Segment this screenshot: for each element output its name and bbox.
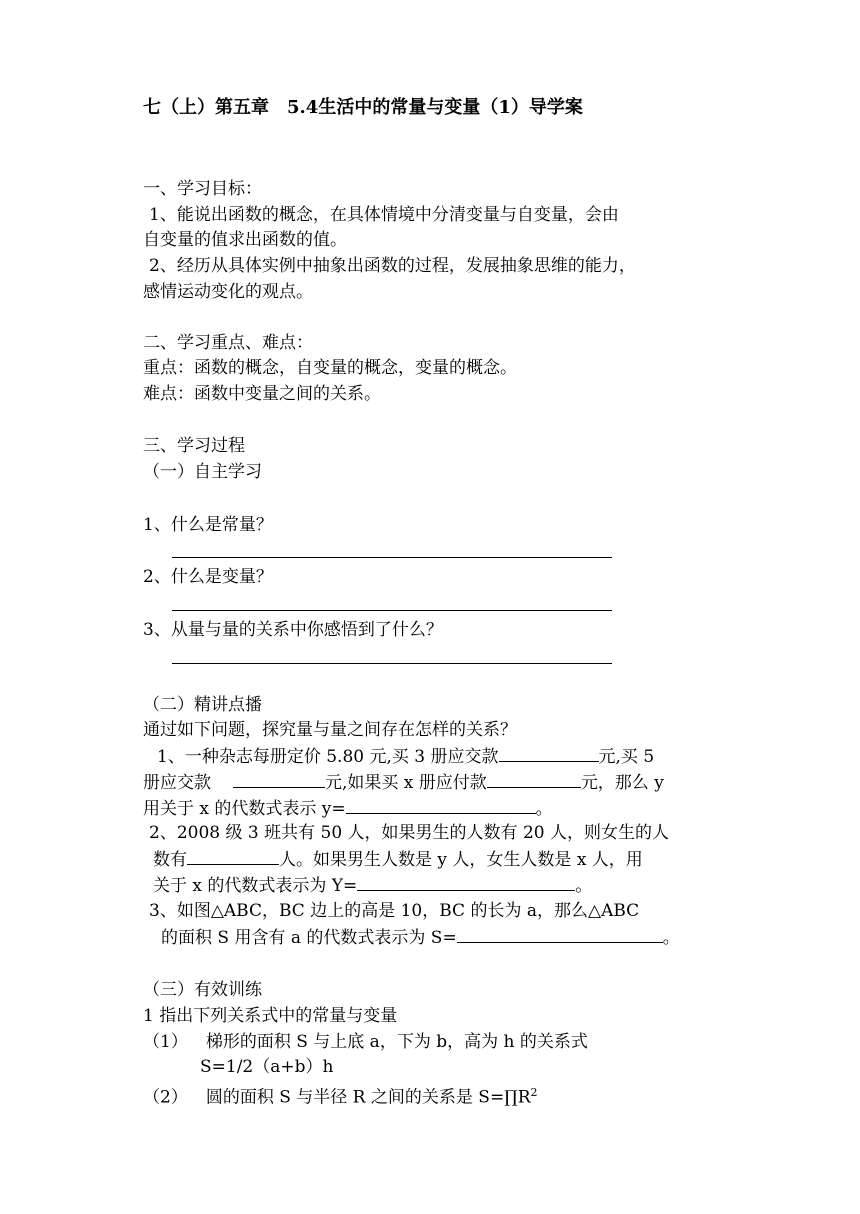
blank-cost-3[interactable] bbox=[499, 745, 599, 762]
lecture-intro: 通过如下问题，探究量与量之间存在怎样的关系？ bbox=[143, 720, 517, 740]
problem-2-text-c: 关于 x 的代数式表示为 Y= bbox=[153, 876, 358, 896]
problem-3-line-1: 3、如图△ABC，BC 边上的高是 10，BC 的长为 a，那么△ABC bbox=[149, 901, 640, 921]
training-heading: （三）有效训练 bbox=[143, 980, 262, 1000]
goal-1-line-1: 1、能说出函数的概念，在具体情境中分清变量与自变量，会由 bbox=[149, 205, 619, 225]
problem-2-text-d: 。 bbox=[575, 876, 593, 896]
question-3: 3、从量与量的关系中你感悟到了什么？ bbox=[143, 620, 443, 640]
goal-2-line-1: 2、经历从具体实例中抽象出函数的过程，发展抽象思维的能力， bbox=[149, 256, 636, 276]
item-2-number: （2） bbox=[143, 1087, 188, 1108]
problem-2-line-1: 2、2008 级 3 班共有 50 人，如果男生的人数有 20 人，则女生的人 bbox=[149, 823, 669, 843]
problem-1-line-2 bbox=[143, 771, 664, 794]
problem-1-text-d: 元,如果买 x 册应付款 bbox=[325, 773, 487, 793]
problem-2-text-b: 人。如果男生人数是 y 人，女生人数是 x 人，用 bbox=[279, 850, 643, 870]
key-point: 重点：函数的概念，自变量的概念，变量的概念。 bbox=[143, 358, 517, 378]
item-1-text: 梯形的面积 S 与上底 a，下为 b，高为 h 的关系式 bbox=[205, 1032, 588, 1052]
problem-3-text-b: 。 bbox=[662, 928, 680, 948]
answer-line-2[interactable] bbox=[172, 610, 612, 611]
problem-1-text-e: 元，那么 y bbox=[580, 773, 664, 793]
answer-line-3[interactable] bbox=[172, 663, 612, 664]
problem-1-line-1 bbox=[157, 745, 654, 768]
item-1 bbox=[143, 1031, 588, 1053]
problem-1-line-3 bbox=[143, 797, 553, 820]
item-2-superscript: 2 bbox=[530, 1086, 538, 1099]
item-2 bbox=[143, 1082, 538, 1109]
blank-area-S[interactable] bbox=[457, 926, 663, 943]
problem-2-line-2 bbox=[153, 848, 643, 871]
problem-3-line-2 bbox=[161, 926, 680, 949]
blank-expression-y[interactable] bbox=[346, 797, 536, 814]
keypoints-heading: 二、学习重点、难点： bbox=[143, 333, 313, 353]
problem-1-text-c: 册应交款 bbox=[143, 773, 211, 793]
problem-1-text-b: 元,买 5 bbox=[598, 747, 655, 767]
item-1-number: （1） bbox=[143, 1032, 188, 1052]
answer-line-1[interactable] bbox=[172, 557, 612, 558]
lecture-heading: （二）精讲点播 bbox=[143, 695, 262, 715]
question-1: 1、什么是常量？ bbox=[143, 515, 273, 535]
problem-1-text-f: 用关于 x 的代数式表示 y= bbox=[143, 799, 346, 819]
problem-2-line-3 bbox=[153, 874, 592, 897]
blank-cost-x[interactable] bbox=[487, 771, 581, 788]
difficult-point: 难点：函数中变量之间的关系。 bbox=[143, 384, 381, 404]
blank-cost-5[interactable] bbox=[233, 771, 325, 788]
question-2: 2、什么是变量？ bbox=[143, 567, 273, 587]
training-intro: 1 指出下列关系式中的常量与变量 bbox=[143, 1006, 398, 1026]
blank-girls-count[interactable] bbox=[187, 848, 279, 865]
problem-1-text-g: 。 bbox=[535, 799, 553, 819]
blank-expression-Y[interactable] bbox=[357, 874, 575, 891]
goal-2-line-2: 感情运动变化的观点。 bbox=[143, 282, 313, 302]
process-heading: 三、学习过程 bbox=[143, 436, 245, 456]
problem-3-text-a: 的面积 S 用含有 a 的代数式表示为 S= bbox=[161, 928, 457, 948]
page-title: 七（上）第五章 5.4生活中的常量与变量（1）导学案 bbox=[143, 97, 583, 118]
item-2-text: 圆的面积 S 与半径 R 之间的关系是 S=∏R bbox=[205, 1087, 531, 1108]
item-1-formula: S=1/2（a+b）h bbox=[200, 1057, 334, 1077]
goal-1-line-2: 自变量的值求出函数的值。 bbox=[143, 230, 347, 250]
goals-heading: 一、学习目标： bbox=[143, 179, 262, 199]
problem-1-text-a: 1、一种杂志每册定价 5.80 元,买 3 册应交款 bbox=[157, 747, 499, 767]
problem-2-text-a: 数有 bbox=[153, 850, 187, 870]
self-study-heading: （一）自主学习 bbox=[143, 462, 262, 482]
